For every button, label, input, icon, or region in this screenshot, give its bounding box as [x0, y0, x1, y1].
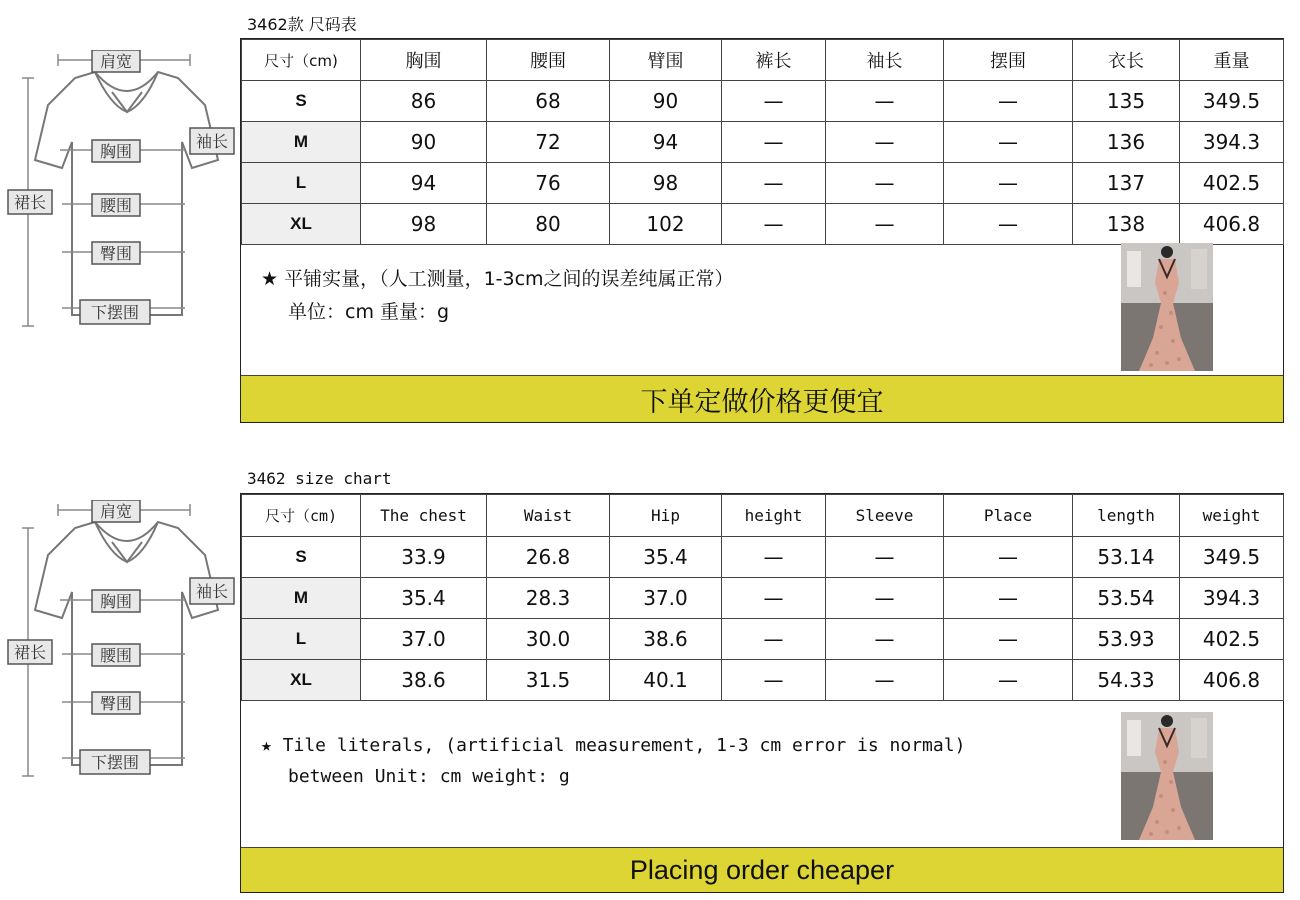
hip-label: 臀围	[99, 244, 133, 263]
table-cell: —	[722, 578, 826, 619]
dress-photo-image	[1121, 712, 1213, 840]
table-cell: 349.5	[1180, 81, 1284, 122]
table-cell: 394.3	[1180, 122, 1284, 163]
dress-outline-illustration	[0, 50, 240, 350]
table-row	[242, 81, 1284, 122]
waist-label: 腰围	[99, 196, 133, 215]
table-cell: —	[722, 122, 826, 163]
sleeve-label: 袖长	[195, 132, 229, 151]
header-cell: Hip	[610, 495, 722, 537]
header-cell: 尺寸（cm)	[242, 40, 361, 81]
table-cell: 86	[361, 81, 487, 122]
shoulder-label: 肩宽	[99, 502, 133, 521]
table-cell: 94	[610, 122, 722, 163]
table-row	[242, 660, 1284, 701]
header-cell: height	[722, 495, 826, 537]
table-row	[242, 204, 1284, 245]
table-row	[242, 122, 1284, 163]
table-cell: 38.6	[361, 660, 487, 701]
table-cell: 90	[610, 81, 722, 122]
chest-label: 胸围	[99, 592, 133, 611]
table-cell: 94	[361, 163, 487, 204]
header-cell: Waist	[487, 495, 610, 537]
header-cell: 摆围	[944, 40, 1073, 81]
table-cell: 31.5	[487, 660, 610, 701]
en-order-banner: Placing order cheaper	[241, 847, 1283, 892]
size-cell: S	[242, 537, 361, 578]
size-cell: XL	[242, 204, 361, 245]
table-cell: —	[722, 619, 826, 660]
header-cell: 尺寸（cm)	[242, 495, 361, 537]
table-cell: —	[944, 660, 1073, 701]
dress-product-photo	[1121, 243, 1213, 371]
table-cell: 138	[1073, 204, 1180, 245]
table-cell: 76	[487, 163, 610, 204]
cn-size-table-frame	[240, 38, 1284, 423]
en-chart-title: 3462 size chart	[247, 469, 392, 488]
table-cell: —	[944, 122, 1073, 163]
hem-label: 下摆围	[90, 753, 140, 772]
en-size-table-frame	[240, 493, 1284, 893]
cn-size-table	[241, 39, 1284, 245]
table-cell: 72	[487, 122, 610, 163]
table-cell: 394.3	[1180, 578, 1284, 619]
table-cell: 30.0	[487, 619, 610, 660]
note-line: ★ 平铺实量，（人工测量，1-3cm之间的误差纯属正常）	[261, 268, 734, 290]
table-row	[242, 537, 1284, 578]
table-cell: 402.5	[1180, 163, 1284, 204]
table-cell: 406.8	[1180, 660, 1284, 701]
table-cell: 102	[610, 204, 722, 245]
header-cell: 袖长	[826, 40, 944, 81]
table-cell: 80	[487, 204, 610, 245]
size-cell: L	[242, 619, 361, 660]
table-cell: 68	[487, 81, 610, 122]
size-cell: S	[242, 81, 361, 122]
header-cell: Place	[944, 495, 1073, 537]
header-cell: 臂围	[610, 40, 722, 81]
table-cell: 90	[361, 122, 487, 163]
dress-measurement-diagram	[0, 50, 240, 350]
table-cell: —	[944, 163, 1073, 204]
table-cell: 28.3	[487, 578, 610, 619]
size-cell: L	[242, 163, 361, 204]
table-cell: 136	[1073, 122, 1180, 163]
table-header-row	[242, 40, 1284, 81]
table-cell: —	[944, 204, 1073, 245]
table-cell: 349.5	[1180, 537, 1284, 578]
en-measurement-notes	[261, 730, 965, 792]
en-size-table	[241, 494, 1284, 701]
table-cell: —	[722, 537, 826, 578]
cn-chart-title: 3462款 尺码表	[247, 15, 357, 34]
table-cell: 98	[610, 163, 722, 204]
table-cell: 53.93	[1073, 619, 1180, 660]
shoulder-label: 肩宽	[99, 52, 133, 71]
dress-measurement-diagram	[0, 500, 240, 800]
dress-length-label: 裙长	[13, 193, 47, 212]
table-cell: —	[826, 163, 944, 204]
table-cell: —	[826, 122, 944, 163]
table-cell: 53.54	[1073, 578, 1180, 619]
header-cell: 腰围	[487, 40, 610, 81]
note-line: between Unit: cm weight: g	[288, 766, 570, 787]
table-cell: 98	[361, 204, 487, 245]
table-cell: 35.4	[361, 578, 487, 619]
table-cell: 135	[1073, 81, 1180, 122]
table-cell: —	[722, 204, 826, 245]
size-cell: M	[242, 578, 361, 619]
header-cell: The chest	[361, 495, 487, 537]
size-cell: M	[242, 122, 361, 163]
table-cell: —	[944, 578, 1073, 619]
cn-measurement-notes	[261, 263, 734, 329]
note-line: ★ Tile literals, (artificial measurement, 1-3 cm error is normal)	[261, 735, 966, 756]
table-cell: 40.1	[610, 660, 722, 701]
table-cell: —	[944, 619, 1073, 660]
header-cell: length	[1073, 495, 1180, 537]
chest-label: 胸围	[99, 142, 133, 161]
table-cell: 406.8	[1180, 204, 1284, 245]
waist-label: 腰围	[99, 646, 133, 665]
table-cell: —	[944, 81, 1073, 122]
table-cell: —	[722, 81, 826, 122]
note-line: 单位：cm 重量：g	[288, 301, 450, 323]
dress-product-photo	[1121, 712, 1213, 840]
hem-label: 下摆围	[90, 303, 140, 322]
table-cell: 53.14	[1073, 537, 1180, 578]
size-cell: XL	[242, 660, 361, 701]
header-cell: 裤长	[722, 40, 826, 81]
table-header-row	[242, 495, 1284, 537]
header-cell: 胸围	[361, 40, 487, 81]
table-cell: 37.0	[610, 578, 722, 619]
cn-order-banner: 下单定做价格更便宜	[241, 375, 1283, 422]
header-cell: Sleeve	[826, 495, 944, 537]
table-cell: 37.0	[361, 619, 487, 660]
table-cell: —	[722, 660, 826, 701]
table-cell: 137	[1073, 163, 1180, 204]
dress-outline-illustration	[0, 500, 240, 800]
table-cell: —	[826, 619, 944, 660]
header-cell: 重量	[1180, 40, 1284, 81]
table-row	[242, 619, 1284, 660]
table-cell: —	[944, 537, 1073, 578]
header-cell: 衣长	[1073, 40, 1180, 81]
table-cell: —	[826, 204, 944, 245]
table-cell: 38.6	[610, 619, 722, 660]
table-row	[242, 163, 1284, 204]
table-cell: —	[826, 578, 944, 619]
dress-photo-image	[1121, 243, 1213, 371]
header-cell: weight	[1180, 495, 1284, 537]
table-row	[242, 578, 1284, 619]
table-cell: —	[826, 81, 944, 122]
sleeve-label: 袖长	[195, 582, 229, 601]
table-cell: 54.33	[1073, 660, 1180, 701]
table-cell: 26.8	[487, 537, 610, 578]
hip-label: 臀围	[99, 694, 133, 713]
table-cell: —	[722, 163, 826, 204]
dress-length-label: 裙长	[13, 643, 47, 662]
cn-size-section	[0, 0, 1300, 430]
table-cell: 35.4	[610, 537, 722, 578]
table-cell: —	[826, 660, 944, 701]
table-cell: 402.5	[1180, 619, 1284, 660]
en-size-section	[0, 465, 1300, 900]
table-cell: 33.9	[361, 537, 487, 578]
table-cell: —	[826, 537, 944, 578]
